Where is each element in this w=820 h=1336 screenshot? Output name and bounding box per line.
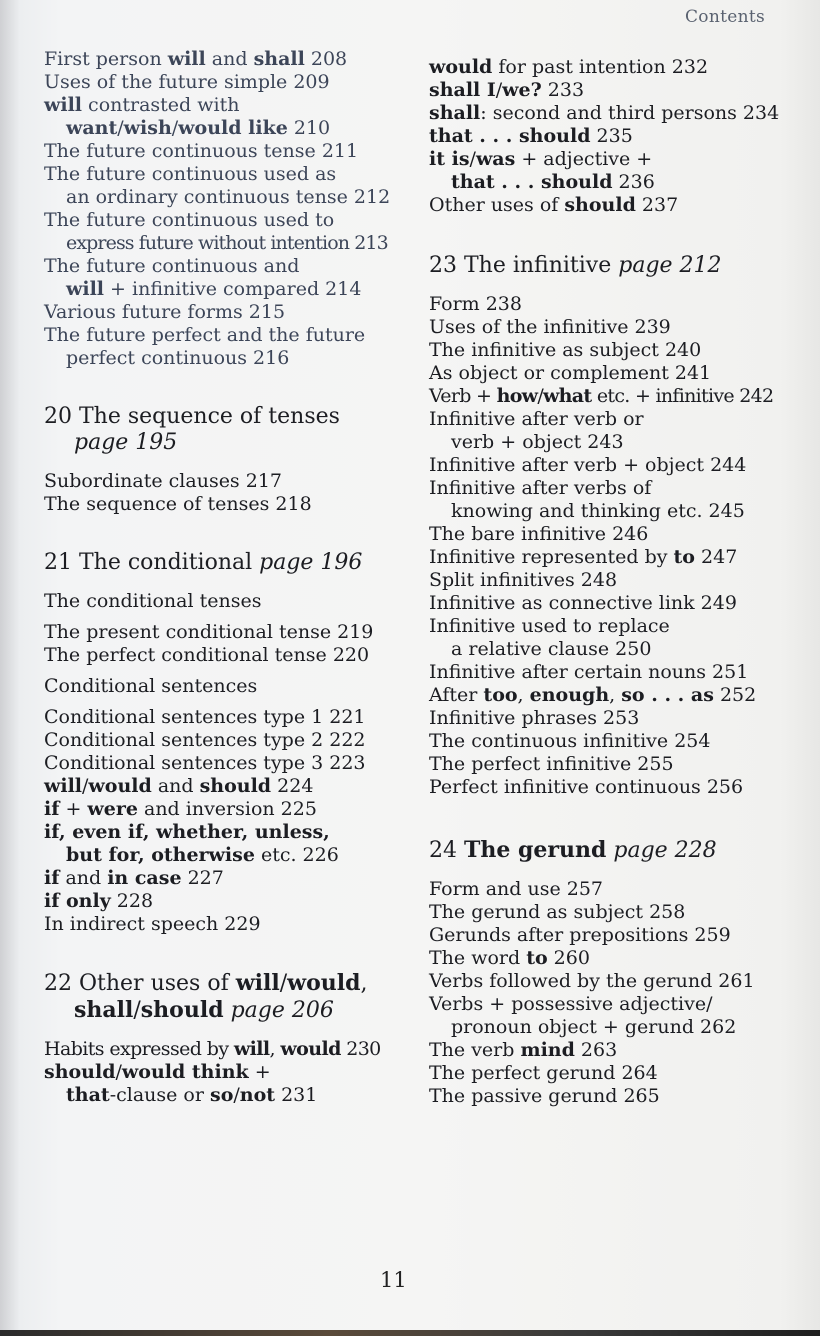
toc-entry-218: The sequence of tenses 218	[44, 493, 312, 515]
toc-entry-209: Uses of the future simple 209	[44, 71, 330, 93]
toc-entry-216: The future perfect and the future perfect continuous 216	[44, 324, 366, 369]
toc-entry-248: Split infinitives 248	[429, 569, 618, 591]
toc-entry-242: Verb + how/what etc. + infinitive 242	[429, 385, 774, 407]
left-column	[44, 48, 394, 1107]
toc-entry-237: Other uses of should 237	[429, 194, 679, 216]
toc-entry-265: The passive gerund 265	[429, 1085, 660, 1107]
toc-entry-219: The present conditional tense 219	[44, 621, 374, 643]
chapter-20-heading: 20 The sequence of tenses page 195	[44, 404, 340, 455]
toc-entry-238: Form 238	[429, 293, 522, 315]
toc-entry-256: Perfect infinitive continuous 256	[429, 776, 744, 798]
toc-entry-261: Verbs followed by the gerund 261	[429, 970, 755, 992]
running-head: Contents	[685, 7, 765, 27]
toc-entry-231: should/would think + that-clause or so/not 231	[44, 1061, 318, 1106]
toc-entry-215: Various future forms 215	[44, 301, 286, 323]
chapter-21-subhead-sentences: Conditional sentences	[44, 675, 258, 697]
toc-entry-223: Conditional sentences type 3 223	[44, 752, 366, 774]
chapter-24-heading: 24 The gerund page 228	[429, 837, 717, 863]
toc-entry-224: will/would and should 224	[44, 775, 314, 797]
right-column	[429, 56, 780, 1108]
toc-entry-222: Conditional sentences type 2 222	[44, 729, 366, 751]
chapter-23-heading: 23 The infinitive page 212	[429, 253, 722, 278]
page-edge-shadow	[0, 1330, 820, 1336]
toc-entry-259: Gerunds after prepositions 259	[429, 924, 731, 946]
toc-entry-236: it is/was + adjective + that . . . should 236	[429, 148, 655, 193]
toc-entry-229: In indirect speech 229	[44, 913, 261, 935]
toc-entry-234: shall: second and third persons 234	[429, 102, 780, 124]
chapter-21-heading: 21 The conditional page 196	[44, 550, 363, 575]
toc-entry-235: that . . . should 235	[429, 125, 633, 147]
toc-entry-230: Habits expressed by will, would 230	[44, 1038, 381, 1060]
toc-entry-239: Uses of the infinitive 239	[429, 316, 671, 338]
toc-entry-211: The future continuous tense 211	[44, 140, 359, 162]
toc-entry-257: Form and use 257	[429, 878, 604, 900]
toc-entry-254: The continuous infinitive 254	[429, 730, 711, 752]
toc-entry-251: Infinitive after certain nouns 251	[429, 661, 749, 683]
toc-entry-252: After too, enough, so . . . as 252	[429, 684, 757, 706]
left-continued-entries	[44, 48, 394, 370]
toc-entry-212: The future continuous used as an ordinary continuous tense 212	[44, 163, 391, 208]
toc-entry-210: will contrasted with want/wish/would like 210	[44, 94, 331, 139]
toc-entry-263: The verb mind 263	[429, 1039, 618, 1061]
toc-entry-245: Infinitive after verbs of knowing and thinking etc. 245	[429, 477, 745, 522]
toc-entry-250: Infinitive used to replace a relative clause 250	[429, 615, 670, 660]
toc-entry-232: would for past intention 232	[429, 56, 709, 78]
toc-entry-227: if and in case 227	[44, 867, 224, 889]
toc-entry-221: Conditional sentences type 1 221	[44, 706, 366, 728]
page-number: 11	[380, 1268, 407, 1292]
toc-entry-225: if + were and inversion 225	[44, 798, 317, 820]
toc-entry-249: Infinitive as connective link 249	[429, 592, 737, 614]
toc-entry-258: The gerund as subject 258	[429, 901, 686, 923]
chapter-22-heading: 22 Other uses of will/would, shall/should page 206	[44, 970, 368, 1023]
toc-entry-255: The perfect infinitive 255	[429, 753, 674, 775]
toc-entry-241: As object or complement 241	[429, 362, 712, 384]
toc-entry-247: Infinitive represented by to 247	[429, 546, 738, 568]
toc-entry-262: Verbs + possessive adjective/ pronoun object + gerund 262	[429, 993, 737, 1038]
toc-entry-228: if only 228	[44, 890, 154, 912]
toc-entry-246: The bare infinitive 246	[429, 523, 649, 545]
toc-entry-226: if, even if, whether, unless, but for, otherwise etc. 226	[44, 821, 339, 866]
toc-entry-240: The infinitive as subject 240	[429, 339, 702, 361]
chapter-21-subhead-tenses: The conditional tenses	[44, 590, 262, 612]
toc-entry-220: The perfect conditional tense 220	[44, 644, 370, 666]
toc-entry-243: Infinitive after verb or verb + object 243	[429, 408, 644, 453]
toc-entry-253: Infinitive phrases 253	[429, 707, 640, 729]
toc-entry-208: First person will and shall 208	[44, 48, 348, 70]
toc-entry-213: The future continuous used to express future without intention 213	[44, 209, 388, 254]
toc-entry-260: The word to 260	[429, 947, 590, 969]
toc-entry-244: Infinitive after verb + object 244	[429, 454, 747, 476]
toc-entry-264: The perfect gerund 264	[429, 1062, 658, 1084]
toc-entry-233: shall I/we? 233	[429, 79, 585, 101]
toc-entry-214: The future continuous and will + infinitive compared 214	[44, 255, 362, 300]
toc-entry-217: Subordinate clauses 217	[44, 470, 282, 492]
